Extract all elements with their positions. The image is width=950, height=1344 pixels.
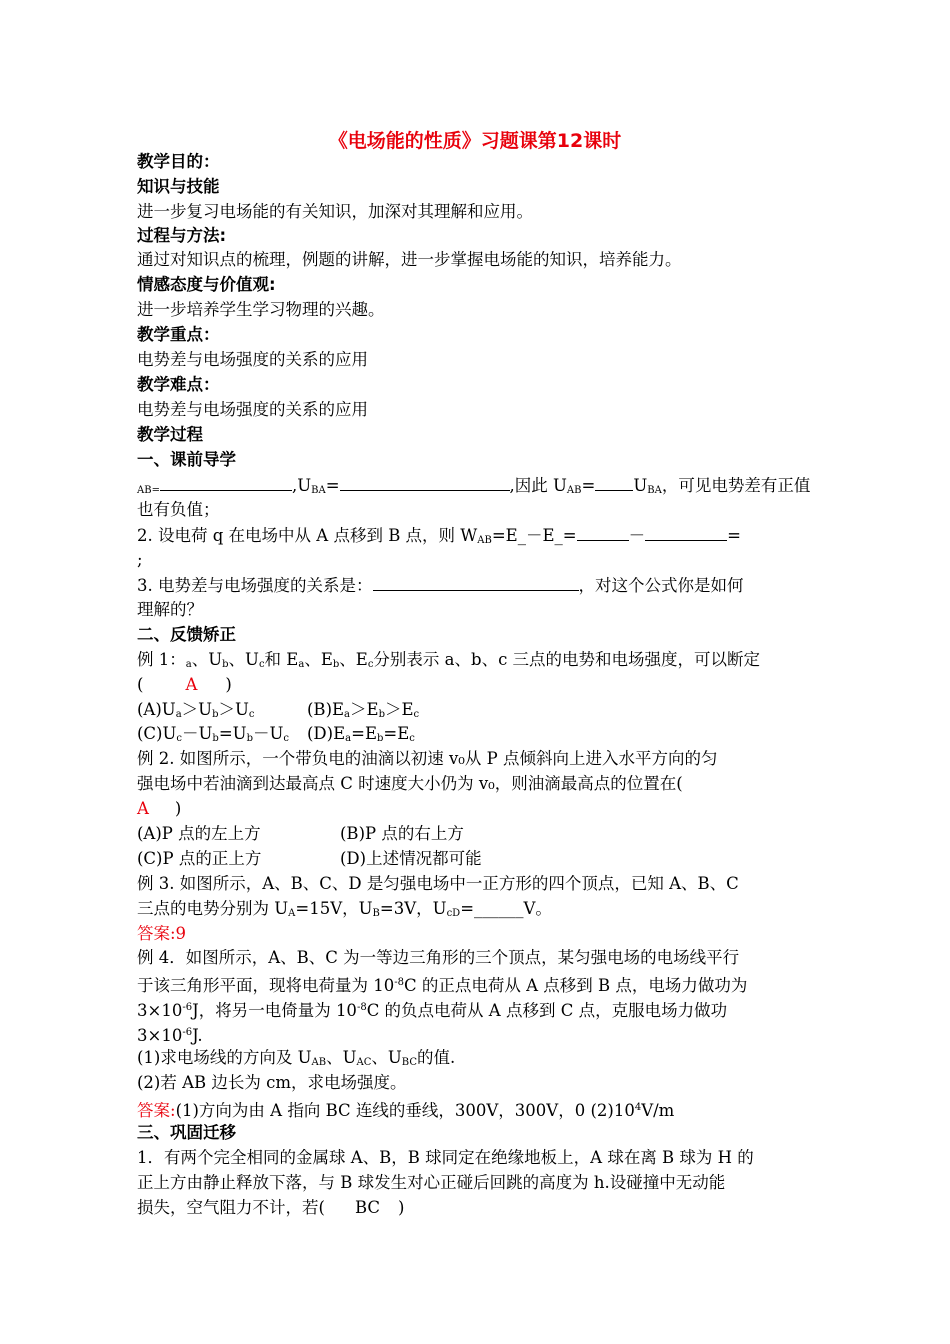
question1-line1: $_{AB=}$ $,U_{BA}=$ ,因此 $U_{AB}= U_{BA}$，可见电势差有正值 <box>137 473 817 503</box>
objectives-heading: 教学目的： <box>137 152 220 171</box>
example4-line3: $3\times 10^{-6}J$，将另一电倚量为 $10^{-8}C$ 的负点电荷从 A 点移到 C 点，克服电场力做功 <box>137 1001 728 1020</box>
blank-field[interactable] <box>373 573 579 591</box>
blank-field[interactable] <box>160 473 292 491</box>
practice1-line3: 损失，空气阻力不计，若( BC ) <box>137 1198 405 1217</box>
section3-heading: 三、巩固迁移 <box>137 1123 236 1142</box>
example2-option-b: (B)P 点的右上方 <box>340 824 464 843</box>
example3-line1: 例 3. 如图所示，A、B、C、D 是匀强电场中一正方形的四个顶点，已知 A、B、C <box>137 874 739 893</box>
example2-options-row1 <box>137 822 817 846</box>
example4-answer: 答案:(1)方向为由 A 指向 BC 连线的垂线，300V，300V，0 $(2)10^4V/m$ <box>137 1101 675 1120</box>
practice1-answer: BC <box>354 1198 380 1217</box>
example3-line2: 三点的电势分别为 $U_A=15V$，$U_B=3V$，$U_{cD}=\_\_\_\_\_\_V$。 <box>137 899 552 919</box>
example4-question2: (2)若 AB 边长为 cm，求电场强度。 <box>137 1073 407 1092</box>
process-heading: 过程与方法: <box>137 226 227 245</box>
section1-heading: 一、课前导学 <box>137 450 236 469</box>
example2-answer: A <box>137 799 149 818</box>
blank-field[interactable] <box>577 523 629 541</box>
difficult-heading: 教学难点： <box>137 375 220 394</box>
example4-line1: 例 4．如图所示，A、B、C 为一等边三角形的三个顶点，某匀强电场的电场线平行 <box>137 948 740 967</box>
example2-line1: 例 2. 如图所示，一个带负电的油滴以初速 v₀从 P 点倾斜向上进入水平方向的匀 <box>137 749 718 768</box>
example2-options-row2 <box>137 847 817 871</box>
example2-option-c: (C)P 点的正上方 <box>137 849 262 868</box>
question1-line2: 也有负值； <box>137 500 220 519</box>
example1-answer: A <box>185 675 198 694</box>
knowledge-text: 进一步复习电场能的有关知识，加深对其理解和应用。 <box>137 202 533 221</box>
blank-field[interactable] <box>595 473 633 491</box>
practice1-line2: 正上方由静止释放下落，与 B 球发生对心正碰后回跳的高度为 h.设碰撞中无动能 <box>137 1173 726 1192</box>
question2-line1: 2. 设电荷 q 在电场中从 A 点移到 B 点，则 $W_{AB}=E\_-E\_=$ － = <box>137 523 817 553</box>
question2-line2: ; <box>137 550 143 569</box>
example1-option-a: $(A)U_a>U_b>U_c$ <box>137 700 255 720</box>
process-text: 通过对知识点的梳理，例题的讲解，进一步掌握电场能的知识，培养能力。 <box>137 250 682 269</box>
key-text: 电势差与电场强度的关系的应用 <box>137 350 368 369</box>
example1-option-d: $(D)E_a=E_b=E_c$ <box>307 724 415 744</box>
question3-line2: 理解的？ <box>137 600 203 619</box>
emotion-heading: 情感态度与价值观: <box>137 275 276 294</box>
example2-option-d: (D)上述情况都可能 <box>340 849 482 868</box>
example4-line4: $3\times 10^{-6}J$. <box>137 1026 203 1045</box>
example2-line2: 强电场中若油滴到达最高点 C 时速度大小仍为 v₀，则油滴最高点的位置在( <box>137 774 683 793</box>
example1-option-c: $(C)U_c-U_b=U_b-U_c$ <box>137 724 289 744</box>
question3-line1: 3. 电势差与电场强度的关系是： ，对这个公式你是如何 <box>137 573 817 598</box>
example1-option-b: $(B)E_a>E_b>E_c$ <box>307 700 420 720</box>
example3-answer: 答案:9 <box>137 924 187 943</box>
key-heading: 教学重点： <box>137 325 220 344</box>
example2-line3: A ) <box>137 799 182 818</box>
blank-field[interactable] <box>340 473 510 491</box>
example4-line2: 于该三角形平面，现将电荷量为 $10^{-8}C$ 的正点电荷从 A 点移到 B 点，电场力做功为 <box>137 976 748 995</box>
example4-question1: (1)求电场线的方向及 $U_{AB}$、$U_{AC}$、$U_{BC}$的值. <box>137 1048 456 1068</box>
knowledge-heading: 知识与技能 <box>137 177 220 196</box>
process-flow-heading: 教学过程 <box>137 425 203 444</box>
example1-line2: ( A ) <box>137 675 232 694</box>
blank-field[interactable] <box>645 523 727 541</box>
difficult-text: 电势差与电场强度的关系的应用 <box>137 400 368 419</box>
practice1-line1: 1．有两个完全相同的金属球 A、B，B 球同定在绝缘地板上，A 球在离 B 球为 H 的 <box>137 1148 754 1167</box>
section2-heading: 二、反馈矫正 <box>137 625 236 644</box>
page-title: 《电场能的性质》习题课第12课时 <box>328 130 622 152</box>
example1-line1: 例 1：$_a$、$U_b$、$U_c$和 $E_a$、$E_b$、$E_c$分别表示 a、b、c 三点的电势和电场强度，可以断定 <box>137 650 761 670</box>
emotion-text: 进一步培养学生学习物理的兴趣。 <box>137 300 385 319</box>
example2-option-a: (A)P 点的左上方 <box>137 824 261 843</box>
